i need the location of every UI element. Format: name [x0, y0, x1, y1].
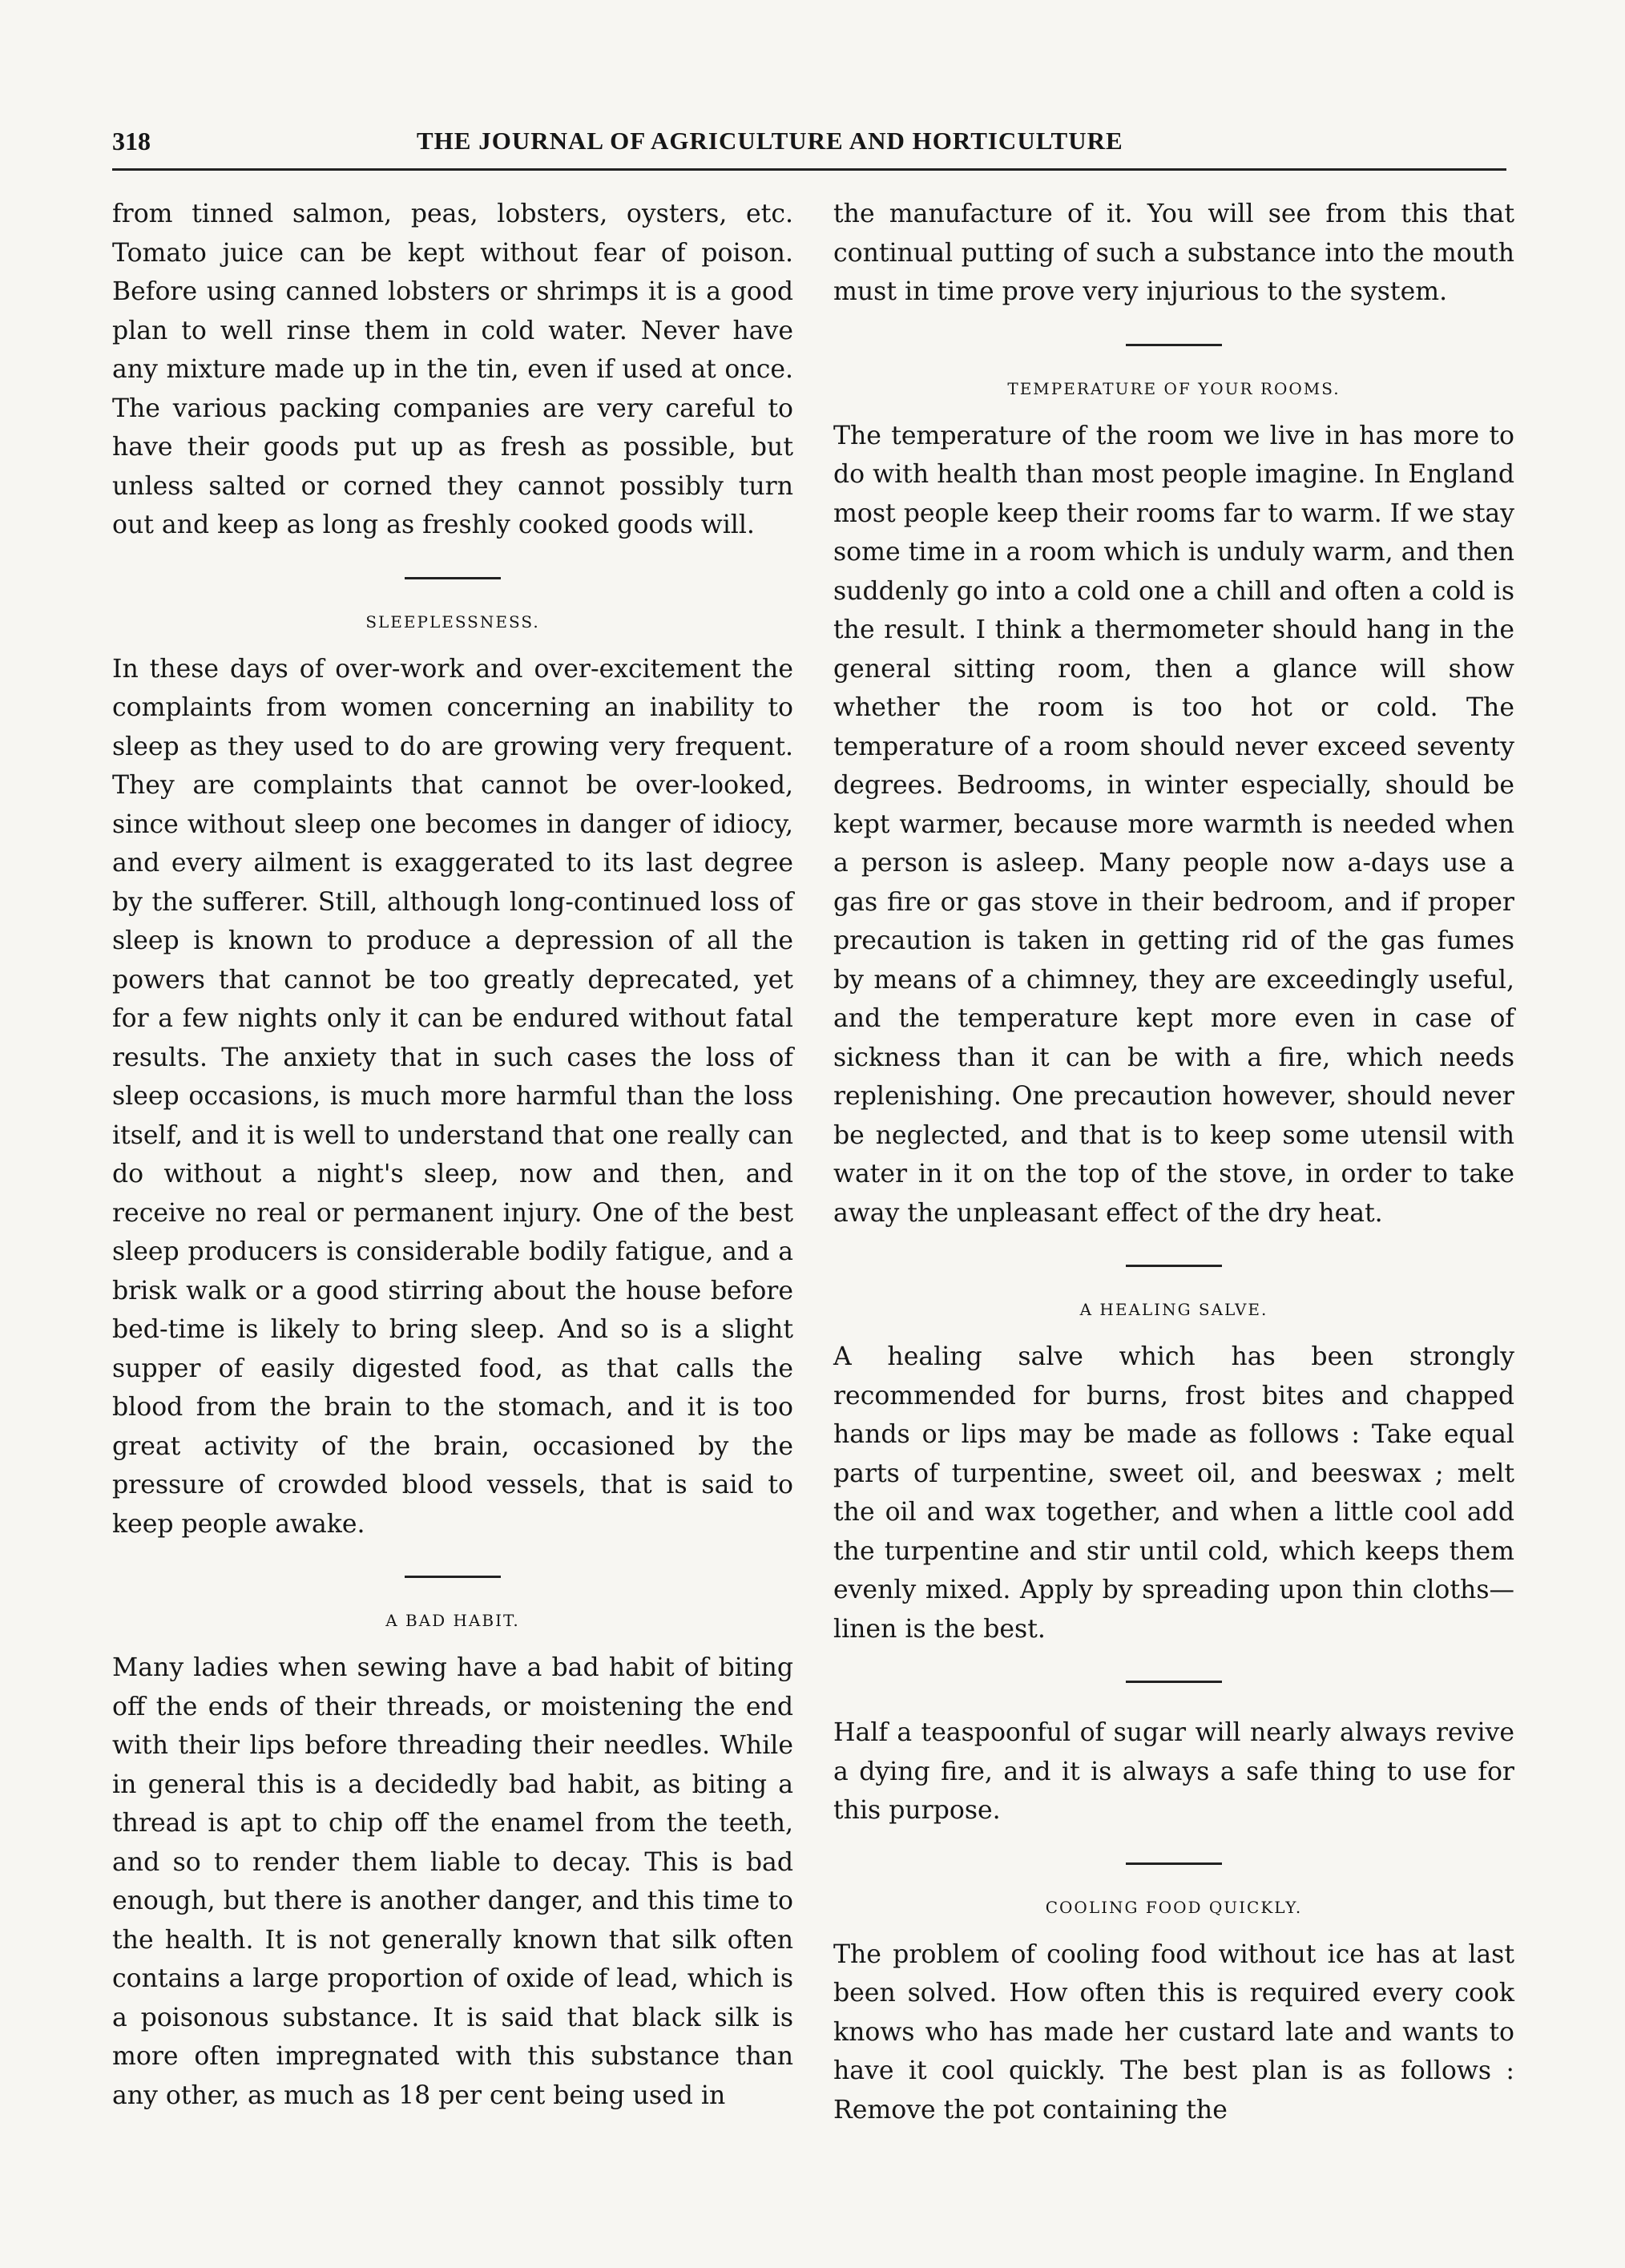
bad-habit-text: Many ladies when sewing have a bad habit of biting off the ends of their threads, or moistening the end with their lips before threading their needles. While in general this is a decidedly bad habit, as biting a thread is apt to chip off the enamel from the teeth, and so to render them liable to decay. This is bad enough, but there is another danger, and this time to the health. It is not generally known that silk often contains a large proportion of oxide of lead, which is a poisonous substance. It is said that black silk is more often impregnated with this substance than any other, as much as 18 per cent being used in	[112, 1653, 793, 2110]
left-column	[112, 195, 793, 2115]
page-number: 318	[112, 127, 151, 155]
journal-title: THE JOURNAL OF AGRICULTURE AND HORTICULTURE	[417, 127, 1123, 155]
section-divider	[1126, 1265, 1222, 1267]
right-column	[833, 195, 1514, 2129]
continuation-text: the manufacture of it. You will see from this that continual putting of such a substance into the mouth must in time prove very injurious to the system.	[833, 200, 1514, 306]
section-divider	[405, 1576, 501, 1578]
sleeplessness-heading: SLEEPLESSNESS.	[365, 611, 540, 632]
bad-habit-heading: A BAD HABIT.	[385, 1611, 520, 1630]
cooling-text: The problem of cooling food without ice has at last been solved. How often this is required every cook knows who has made her custard late and wants to have it cool quickly. The best plan is as follows : Remove the pot containing the	[833, 1939, 1514, 2125]
temperature-heading: TEMPERATURE OF YOUR ROOMS.	[1007, 378, 1341, 398]
salve-heading: A HEALING SALVE.	[1079, 1300, 1268, 1319]
sleeplessness-text: In these days of over-work and over-excitement the complaints from women concerning an inability to sleep as they used to do are growing very frequent. They are complaints that cannot be over-looked, since without sleep one becomes in danger of idiocy, and every ailment is exaggerated to its last degree by the sufferer. Still, although long-continued loss of sleep is known to produce a depression of all the powers that cannot be too greatly deprecated, yet for a few nights only it can be endured without fatal results. The anxiety that in such cases the loss of sleep occasions, is much more harmful than the loss itself, and it is well to understand that one really can do without a night's sleep, now and then, and receive no real or permanent injury. One of the best sleep producers is considerable bodily fatigue, and a brisk walk or a good stirring about the house before bed-time is likely to bring sleep. And so is a slight supper of easily digested food, as that calls the blood from the brain to the stomach, and it is too great activity of the brain, occasioned by the pressure of crowded blood vessels, that is said to keep people awake.	[112, 654, 793, 1539]
cooling-heading: COOLING FOOD QUICKLY.	[1045, 1897, 1303, 1917]
sugar-text: Half a teaspoonful of sugar will nearly always revive a dying fire, and it is always a safe thing to use for this purpose.	[833, 1718, 1514, 1825]
section-divider	[1126, 1862, 1222, 1865]
section-divider	[405, 577, 501, 579]
salve-text: A healing salve which has been strongly recommended for burns, frost bites and chapped hands or lips may be made as follows : Take equal parts of turpentine, sweet oil, and beeswax ; melt the oil and wax together, and when a little cool add the turpentine and stir until cold, which keeps them evenly mixed. Apply by spreading upon thin cloths—linen is the best.	[833, 1342, 1514, 1644]
page-header	[112, 120, 1506, 171]
section-divider	[1126, 1681, 1222, 1683]
temperature-text: The temperature of the room we live in has more to do with health than most people imagine. In England most people keep their rooms far to warm. If we stay some time in a room which is unduly warm, and then suddenly go into a cold one a chill and often a cold is the result. I think a thermometer should hang in the general sitting room, then a glance will show whether the room is too hot or cold. The temperature of a room should never exceed seventy degrees. Bedrooms, in winter especially, should be kept warmer, because more warmth is needed when a person is asleep. Many people now a-days use a gas fire or gas stove in their bedroom, and if proper precaution is taken in getting rid of the gas fumes by means of a chimney, they are exceedingly useful, and the temperature kept more even in case of sickness than it can be with a fire, which needs replenishing. One precaution however, should never be neglected, and that is to keep some utensil with water in it on the top of the stove, in order to take away the unpleasant effect of the dry heat.	[833, 421, 1514, 1228]
intro-paragraph: from tinned salmon, peas, lobsters, oysters, etc. Tomato juice can be kept without fear of poison. Before using canned lobsters or shrimps it is a good plan to well rinse them in cold water. Never have any mixture made up in the tin, even if used at once. The various packing companies are very careful to have their goods put up as fresh as possible, but unless salted or corned they cannot possibly turn out and keep as long as freshly cooked goods will.	[112, 200, 793, 539]
section-divider	[1126, 344, 1222, 346]
